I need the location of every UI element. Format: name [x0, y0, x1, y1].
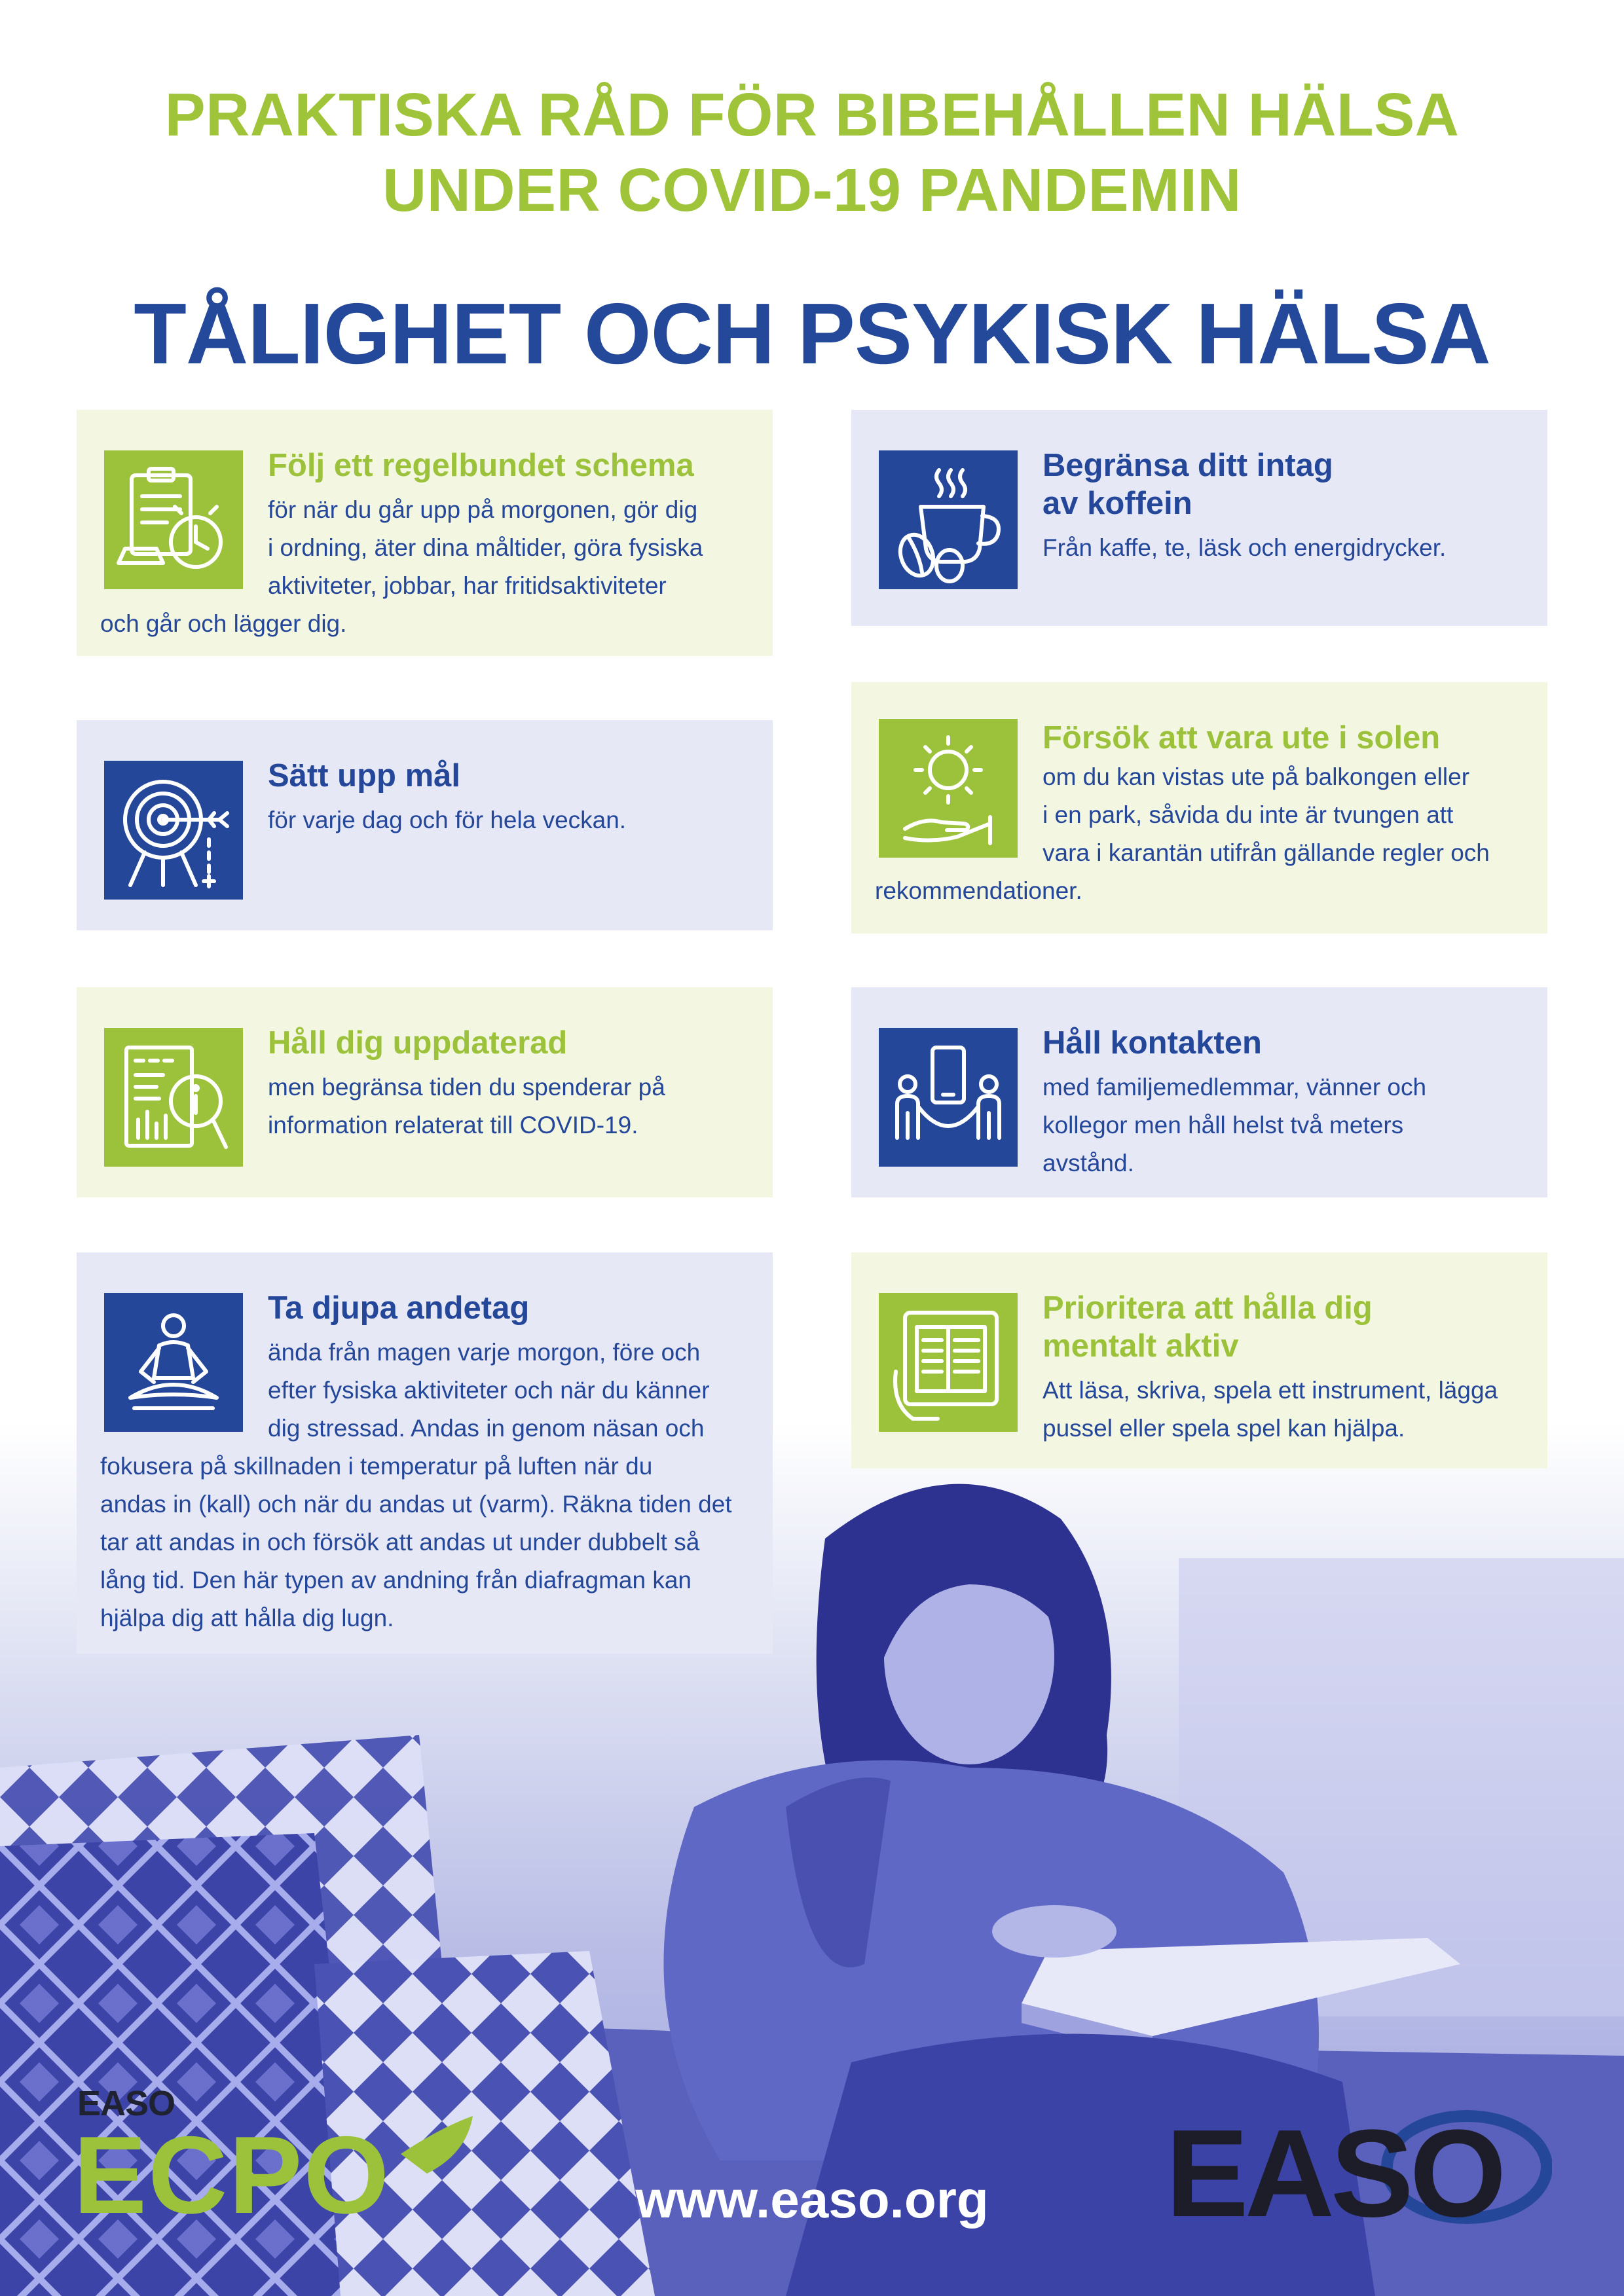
tip-text-line: i ordning, äter dina måltider, göra fysiska — [268, 534, 703, 561]
tip-title: Försök att vara ute i solen — [1043, 720, 1441, 756]
tip-title — [1043, 1289, 1528, 1365]
tip-text — [1043, 1372, 1528, 1448]
ecpo-logo-text: ECPO — [73, 2115, 391, 2236]
tip-text-line: kollegor men håll helst två meters — [1043, 1112, 1404, 1139]
tip-text — [268, 1068, 753, 1144]
tip-text-line: och går och lägger dig. — [100, 610, 347, 637]
tip-text-line: dig stressad. Andas in genom näsan och — [268, 1415, 705, 1442]
tip-card-updated — [77, 987, 773, 1197]
easo-logo-text: EASO — [1166, 2105, 1503, 2229]
tip-text-line: för varje dag och för hela veckan. — [268, 807, 627, 833]
tip-text-line: lång tid. Den här typen av andning från diafragman kan — [100, 1567, 692, 1594]
target-arrow-icon — [104, 761, 243, 900]
tip-text-line: aktiviteter, jobbar, har fritidsaktiviteter — [268, 572, 667, 599]
tip-text — [1043, 758, 1528, 872]
tip-title: Följ ett regelbundet schema — [268, 448, 694, 483]
section-title: TÅLIGHET OCH PSYKISK HÄLSA — [134, 285, 1490, 382]
tip-text-line: Från kaffe, te, läsk och energidrycker. — [1043, 534, 1447, 561]
tip-text-wrap — [100, 605, 753, 643]
tip-text — [268, 801, 753, 839]
tip-text-line: om du kan vistas ute på balkongen eller — [1043, 763, 1470, 790]
tip-title: Håll dig uppdaterad — [268, 1025, 568, 1061]
tip-title — [1043, 446, 1528, 522]
website-link[interactable]: www.easo.org — [635, 2170, 989, 2229]
info-report-icon — [104, 1028, 243, 1167]
tip-text-line: vara i karantän utifrån gällande regler och — [1043, 839, 1490, 866]
tip-title: Ta djupa andetag — [268, 1290, 530, 1326]
tip-text-line: ända från magen varje morgon, före och — [268, 1339, 701, 1366]
schedule-clock-icon — [104, 450, 243, 589]
tip-title-line: Prioritera att hålla dig — [1043, 1290, 1373, 1326]
page-title-line1: PRAKTISKA RÅD FÖR BIBEHÅLLEN HÄLSA — [164, 81, 1460, 149]
tip-title: Håll kontakten — [1043, 1025, 1262, 1061]
tip-title-line: mentalt aktiv — [1043, 1328, 1239, 1364]
tip-title-line: Begränsa ditt intag — [1043, 448, 1333, 483]
tip-text — [1043, 1068, 1528, 1182]
tip-card-caffeine — [851, 410, 1547, 626]
tip-text-line: information relaterat till COVID-19. — [268, 1112, 638, 1139]
tip-text-line: hjälpa dig att hålla dig lugn. — [100, 1605, 394, 1631]
tip-text-line: andas in (kall) och när du andas ut (varm). Räkna tiden det — [100, 1491, 732, 1518]
people-phone-icon — [879, 1028, 1018, 1167]
tip-text-line: rekommendationer. — [875, 877, 1082, 904]
tip-text — [268, 491, 753, 605]
tip-text — [1043, 529, 1528, 567]
tip-text-line: avstånd. — [1043, 1150, 1134, 1176]
tip-text-line: efter fysiska aktiviteter och när du känner — [268, 1377, 710, 1404]
tip-text-line: med familjemedlemmar, vänner och — [1043, 1074, 1427, 1101]
tip-title: Sätt upp mål — [268, 758, 461, 793]
easo-small-logo: EASO — [77, 2084, 175, 2123]
tip-card-mental — [851, 1252, 1547, 1468]
tip-text-line: i en park, såvida du inte är tvungen att — [1043, 801, 1454, 828]
meditation-icon — [104, 1293, 243, 1432]
tip-text-line: men begränsa tiden du spenderar på — [268, 1074, 665, 1101]
tip-text-wrap — [875, 872, 1528, 910]
tip-card-goals — [77, 720, 773, 930]
tip-text-line: för när du går upp på morgonen, gör dig — [268, 496, 698, 523]
tip-text-wrap — [100, 1448, 753, 1637]
page-title-line2: UNDER COVID-19 PANDEMIN — [382, 156, 1242, 224]
easo-logo — [1166, 2105, 1552, 2229]
tip-text-line: fokusera på skillnaden i temperatur på luften när du — [100, 1453, 653, 1480]
tip-text-line: tar att andas in och försök att andas ut under dubbelt så — [100, 1529, 700, 1556]
tip-card-schedule — [77, 410, 773, 656]
tip-card-breathe — [77, 1252, 773, 1654]
tip-text-line: Att läsa, skriva, spela ett instrument, lägga — [1043, 1377, 1498, 1404]
tip-title-line: av koffein — [1043, 486, 1192, 521]
sun-hand-icon — [879, 719, 1018, 858]
tip-text-line: pussel eller spela spel kan hjälpa. — [1043, 1415, 1405, 1442]
coffee-cup-icon — [879, 450, 1018, 589]
tip-card-contact — [851, 987, 1547, 1197]
tip-text — [268, 1334, 753, 1448]
tip-card-sun — [851, 682, 1547, 934]
tablet-book-icon — [879, 1293, 1018, 1432]
